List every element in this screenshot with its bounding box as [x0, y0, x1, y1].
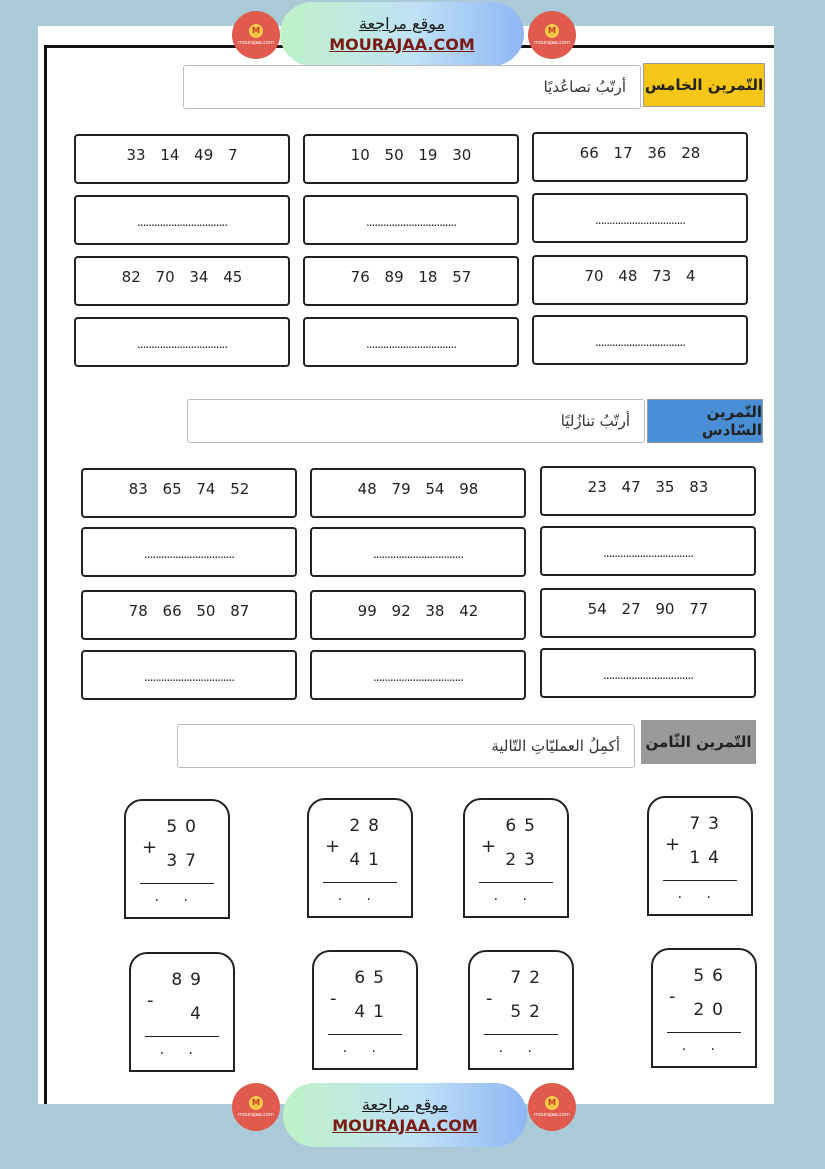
- operand-top: 28: [349, 816, 387, 836]
- logo-mark-icon: M: [545, 24, 559, 38]
- result-line: [140, 883, 214, 884]
- plus-sign: +: [142, 837, 158, 858]
- ex6-answer-5[interactable]: ................................: [310, 650, 526, 700]
- logo-mark-icon: M: [545, 1096, 559, 1110]
- addition-card-1: [647, 796, 753, 916]
- ex6-numbers-4: 54 27 90 77: [540, 588, 756, 638]
- ex5-numbers-2: 10 50 19 30: [303, 134, 519, 184]
- result-line: [479, 882, 553, 883]
- operand-top: 73: [689, 814, 727, 834]
- result-field[interactable]: . .: [493, 888, 537, 904]
- operand-bottom: 41: [354, 1002, 392, 1022]
- logo-mark-icon: M: [249, 24, 263, 38]
- operand-bottom: 37: [166, 851, 204, 871]
- site-badge-top[interactable]: [280, 2, 524, 66]
- ex5-numbers-5: 76 89 18 57: [303, 256, 519, 306]
- logo-text: mourajaa.com: [533, 1112, 570, 1118]
- minus-sign: -: [147, 990, 154, 1011]
- subtraction-card-2: [468, 950, 574, 1070]
- ex6-answer-2[interactable]: ................................: [310, 527, 526, 577]
- result-field[interactable]: . .: [154, 889, 198, 905]
- operand-bottom: 23: [505, 850, 543, 870]
- result-field[interactable]: . .: [337, 888, 381, 904]
- operand-top: 50: [166, 817, 204, 837]
- ex6-answer-3[interactable]: ................................: [81, 527, 297, 577]
- ex5-numbers-4: 70 48 73 4: [532, 255, 748, 305]
- ex6-answer-6[interactable]: ................................: [81, 650, 297, 700]
- ex5-answer-4[interactable]: ................................: [532, 315, 748, 365]
- addition-card-3: [307, 798, 413, 918]
- ex5-answer-3[interactable]: ................................: [74, 195, 290, 245]
- logo-mark-icon: M: [249, 1096, 263, 1110]
- minus-sign: -: [486, 988, 493, 1009]
- result-line: [663, 880, 737, 881]
- result-line: [323, 882, 397, 883]
- ex6-answer-1[interactable]: ................................: [540, 526, 756, 576]
- site-name-latin[interactable]: MOURAJAA.COM: [329, 35, 475, 54]
- result-line: [484, 1034, 558, 1035]
- operand-top: 65: [354, 968, 392, 988]
- ex5-answer-1[interactable]: ................................: [532, 193, 748, 243]
- plus-sign: +: [325, 836, 341, 857]
- exercise6-title: التّمرين السّادس: [647, 399, 763, 443]
- result-line: [145, 1036, 219, 1037]
- ex5-answer-6[interactable]: ................................: [74, 317, 290, 367]
- addition-card-2: [463, 798, 569, 918]
- operand-bottom: 14: [689, 848, 727, 868]
- minus-sign: -: [669, 986, 676, 1007]
- result-field[interactable]: . .: [159, 1042, 203, 1058]
- subtraction-card-3: [312, 950, 418, 1070]
- operand-top: 56: [693, 966, 731, 986]
- site-logo-right-top[interactable]: [528, 11, 576, 59]
- exercise8-instruction: أكمِلُ العمليّاتِ التّالية: [177, 724, 635, 768]
- site-logo-left-bottom[interactable]: [232, 1083, 280, 1131]
- result-line: [328, 1034, 402, 1035]
- ex6-numbers-3: 83 65 74 52: [81, 468, 297, 518]
- ex6-numbers-5: 99 92 38 42: [310, 590, 526, 640]
- ex6-numbers-1: 23 47 35 83: [540, 466, 756, 516]
- ex5-answer-2[interactable]: ................................: [303, 195, 519, 245]
- plus-sign: +: [665, 834, 681, 855]
- plus-sign: +: [481, 836, 497, 857]
- operand-top: 89: [171, 970, 209, 990]
- result-field[interactable]: . .: [342, 1040, 386, 1056]
- ex5-numbers-1: 66 17 36 28: [532, 132, 748, 182]
- ex5-numbers-6: 82 70 34 45: [74, 256, 290, 306]
- logo-text: mourajaa.com: [237, 1112, 274, 1118]
- site-name-arabic: موقع مراجعة: [361, 1095, 449, 1114]
- operand-bottom: 20: [693, 1000, 731, 1020]
- ex6-answer-4[interactable]: ................................: [540, 648, 756, 698]
- site-logo-left-top[interactable]: [232, 11, 280, 59]
- result-field[interactable]: . .: [677, 886, 721, 902]
- site-badge-bottom[interactable]: [283, 1083, 527, 1147]
- exercise6-instruction: أرتّبُ تنازُليًا: [187, 399, 645, 443]
- exercise8-title: التّمرين الثّامن: [641, 720, 756, 764]
- result-field[interactable]: . .: [681, 1038, 725, 1054]
- ex5-numbers-3: 33 14 49 7: [74, 134, 290, 184]
- ex6-numbers-6: 78 66 50 87: [81, 590, 297, 640]
- exercise5-title: التّمرين الخامس: [643, 63, 765, 107]
- ex6-numbers-2: 48 79 54 98: [310, 468, 526, 518]
- exercise5-instruction: أرتّبُ تصاعُديًا: [183, 65, 641, 109]
- minus-sign: -: [330, 988, 337, 1009]
- result-line: [667, 1032, 741, 1033]
- operand-top: 72: [510, 968, 548, 988]
- site-logo-right-bottom[interactable]: [528, 1083, 576, 1131]
- ex5-answer-5[interactable]: ................................: [303, 317, 519, 367]
- operand-bottom: 52: [510, 1002, 548, 1022]
- operand-bottom: 4: [190, 1004, 209, 1024]
- operand-bottom: 41: [349, 850, 387, 870]
- addition-card-4: [124, 799, 230, 919]
- site-name-arabic: موقع مراجعة: [358, 14, 446, 33]
- subtraction-card-1: [651, 948, 757, 1068]
- site-name-latin[interactable]: MOURAJAA.COM: [332, 1116, 478, 1135]
- subtraction-card-4: [129, 952, 235, 1072]
- logo-text: mourajaa.com: [533, 40, 570, 46]
- result-field[interactable]: . .: [498, 1040, 542, 1056]
- operand-top: 65: [505, 816, 543, 836]
- logo-text: mourajaa.com: [237, 40, 274, 46]
